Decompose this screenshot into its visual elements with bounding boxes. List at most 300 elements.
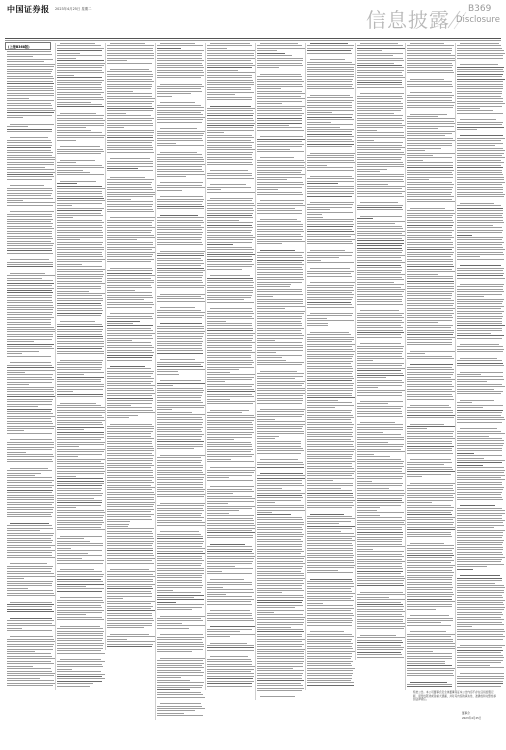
text-line xyxy=(7,64,55,65)
text-line xyxy=(407,298,451,299)
text-line xyxy=(307,434,352,435)
text-line xyxy=(360,310,399,311)
text-line xyxy=(457,74,503,75)
text-line xyxy=(57,249,104,250)
text-line xyxy=(107,531,152,532)
text-line xyxy=(107,524,129,525)
text-line xyxy=(307,226,353,227)
text-line xyxy=(357,207,402,208)
text-line xyxy=(7,593,54,594)
text-line xyxy=(7,155,52,156)
text-line xyxy=(207,232,251,233)
text-line xyxy=(457,455,502,456)
text-line xyxy=(157,204,202,205)
text-line xyxy=(57,676,102,677)
text-line xyxy=(107,55,154,56)
text-line xyxy=(207,222,253,223)
text-line xyxy=(457,440,504,441)
text-line xyxy=(107,232,151,233)
text-line xyxy=(407,165,453,166)
text-line xyxy=(307,207,352,208)
text-line xyxy=(157,229,202,230)
text-line xyxy=(157,575,202,576)
text-line xyxy=(10,439,52,440)
text-line xyxy=(207,259,253,260)
text-line xyxy=(307,183,338,184)
text-column xyxy=(407,43,455,689)
text-line xyxy=(7,174,53,175)
text-line xyxy=(357,322,404,323)
text-line xyxy=(7,625,55,626)
text-line xyxy=(307,490,352,491)
text-line xyxy=(57,120,105,121)
text-line xyxy=(357,140,374,141)
text-line xyxy=(207,89,251,90)
section-english-label: Disclosure xyxy=(456,15,500,25)
text-line xyxy=(307,646,352,647)
text-line xyxy=(207,108,255,109)
text-line xyxy=(457,254,504,255)
text-line xyxy=(357,522,404,523)
text-line xyxy=(457,445,503,446)
text-line xyxy=(157,546,202,547)
text-line xyxy=(257,252,304,253)
text-line xyxy=(307,71,354,72)
text-line xyxy=(107,86,152,87)
text-line xyxy=(307,583,354,584)
text-line xyxy=(107,458,153,459)
text-line xyxy=(157,258,201,259)
text-line xyxy=(207,437,252,438)
text-line xyxy=(357,132,404,133)
text-line xyxy=(307,497,354,498)
text-line xyxy=(307,88,354,89)
text-line xyxy=(107,330,153,331)
text-line xyxy=(7,487,52,488)
text-line xyxy=(407,524,453,525)
text-line xyxy=(357,604,403,605)
text-line xyxy=(57,384,104,385)
text-line xyxy=(110,424,152,425)
text-line xyxy=(57,500,102,501)
text-line xyxy=(7,668,51,669)
text-line xyxy=(57,50,102,51)
text-line xyxy=(257,502,275,503)
text-line xyxy=(407,428,427,429)
text-line xyxy=(257,58,303,59)
text-line xyxy=(7,228,54,229)
text-line xyxy=(7,351,39,352)
text-line xyxy=(407,148,441,149)
text-line xyxy=(407,315,452,316)
text-line xyxy=(407,239,451,240)
text-line xyxy=(157,50,204,51)
text-line xyxy=(307,160,354,161)
text-line xyxy=(457,242,504,243)
text-line xyxy=(357,626,405,627)
text-line xyxy=(57,681,102,682)
text-line xyxy=(307,653,352,654)
text-line xyxy=(457,360,502,361)
text-line xyxy=(7,588,28,589)
text-line xyxy=(257,328,304,329)
text-line xyxy=(310,153,355,154)
text-line xyxy=(57,225,102,226)
text-line xyxy=(107,560,152,561)
text-line xyxy=(57,645,103,646)
text-line xyxy=(7,319,51,320)
text-line xyxy=(360,43,398,44)
text-line xyxy=(457,208,503,209)
text-line xyxy=(407,665,452,666)
text-line xyxy=(257,236,303,237)
text-line xyxy=(57,558,82,559)
text-line xyxy=(307,307,354,308)
text-line xyxy=(257,571,301,572)
text-line xyxy=(457,69,503,70)
text-line xyxy=(207,429,253,430)
text-line xyxy=(407,596,452,597)
text-line xyxy=(307,555,354,556)
text-line xyxy=(357,483,403,484)
text-line xyxy=(107,45,154,46)
text-line xyxy=(460,135,503,136)
text-line xyxy=(257,257,303,258)
text-line xyxy=(207,278,253,279)
text-line xyxy=(457,84,503,85)
text-line xyxy=(57,669,72,670)
text-line xyxy=(107,410,153,411)
text-line xyxy=(457,220,503,221)
text-line xyxy=(57,548,71,549)
text-line xyxy=(57,97,103,98)
text-line xyxy=(57,153,101,154)
text-line xyxy=(307,119,354,120)
text-line xyxy=(57,522,104,523)
text-line xyxy=(257,612,274,613)
text-line xyxy=(257,532,302,533)
text-line xyxy=(460,203,494,204)
text-line xyxy=(107,601,155,602)
text-line xyxy=(257,284,291,285)
text-line xyxy=(107,194,155,195)
text-line xyxy=(407,396,453,397)
text-line xyxy=(410,43,444,44)
text-line xyxy=(407,476,422,477)
text-line xyxy=(307,162,355,163)
text-line xyxy=(57,553,88,554)
text-line xyxy=(307,341,352,342)
text-line xyxy=(57,607,102,608)
text-line xyxy=(157,255,204,256)
text-line xyxy=(307,565,355,566)
text-line xyxy=(57,674,105,675)
text-line xyxy=(457,93,502,94)
text-line xyxy=(57,167,104,168)
text-line xyxy=(157,609,192,610)
text-line xyxy=(457,477,501,478)
text-line xyxy=(110,177,145,178)
text-line xyxy=(7,334,53,335)
text-line xyxy=(257,556,305,557)
column-divider xyxy=(455,43,456,690)
text-line xyxy=(357,48,405,49)
text-line xyxy=(157,513,202,514)
text-line xyxy=(7,685,53,686)
text-line xyxy=(257,536,303,537)
text-line xyxy=(410,483,455,484)
text-line xyxy=(260,157,294,158)
text-line xyxy=(57,271,103,272)
text-line xyxy=(207,217,253,218)
text-line xyxy=(157,651,192,652)
text-line xyxy=(207,84,254,85)
text-line xyxy=(107,256,152,257)
text-line xyxy=(457,110,493,111)
text-line xyxy=(207,77,252,78)
text-line xyxy=(357,149,401,150)
text-line xyxy=(310,95,350,96)
text-line xyxy=(407,622,441,623)
text-line xyxy=(57,247,104,248)
text-line xyxy=(457,210,503,211)
text-line xyxy=(407,220,453,221)
text-line xyxy=(407,65,453,66)
text-line xyxy=(357,647,404,648)
text-line xyxy=(207,515,254,516)
text-line xyxy=(207,399,230,400)
text-line xyxy=(107,625,152,626)
text-line xyxy=(107,230,152,231)
text-line xyxy=(157,199,204,200)
text-line xyxy=(257,524,304,525)
text-line xyxy=(407,684,452,685)
text-line xyxy=(107,390,154,391)
text-line xyxy=(207,282,254,283)
text-line xyxy=(107,541,154,542)
text-line xyxy=(257,450,304,451)
text-line xyxy=(157,543,203,544)
text-line xyxy=(160,380,201,381)
text-line xyxy=(157,491,204,492)
text-line xyxy=(407,519,453,520)
text-line xyxy=(257,607,295,608)
text-line xyxy=(107,74,153,75)
text-line xyxy=(407,237,454,238)
text-line xyxy=(57,87,102,88)
text-line xyxy=(107,618,153,619)
text-line xyxy=(457,592,504,593)
text-line xyxy=(57,63,105,64)
text-line xyxy=(307,325,328,326)
text-line xyxy=(207,520,254,521)
text-line xyxy=(257,279,304,280)
text-line xyxy=(57,612,102,613)
text-line xyxy=(457,351,503,352)
text-line xyxy=(57,628,103,629)
text-line xyxy=(57,278,102,279)
text-line xyxy=(7,583,52,584)
text-column xyxy=(57,43,105,688)
text-line xyxy=(157,326,204,327)
text-line xyxy=(457,232,502,233)
text-line xyxy=(57,99,104,100)
text-line xyxy=(307,302,351,303)
text-line xyxy=(107,58,154,59)
text-line xyxy=(207,290,253,291)
text-line xyxy=(357,174,404,175)
text-line xyxy=(457,148,503,149)
text-line xyxy=(357,327,403,328)
text-line xyxy=(157,171,204,172)
text-line xyxy=(107,340,132,341)
text-line xyxy=(107,187,152,188)
text-line xyxy=(57,208,104,209)
text-line xyxy=(7,193,52,194)
text-line xyxy=(7,630,52,631)
text-line xyxy=(107,302,153,303)
text-line xyxy=(407,283,454,284)
text-line xyxy=(107,533,153,534)
text-line xyxy=(257,568,302,569)
text-line xyxy=(307,553,353,554)
text-line xyxy=(157,242,202,243)
text-line xyxy=(7,379,54,380)
text-line xyxy=(407,286,454,287)
text-line xyxy=(407,217,452,218)
text-line xyxy=(357,427,403,428)
text-line xyxy=(357,248,402,249)
text-line xyxy=(407,317,453,318)
text-line xyxy=(7,188,52,189)
text-line xyxy=(57,653,105,654)
text-line xyxy=(307,468,354,469)
text-line xyxy=(107,106,152,107)
text-line xyxy=(357,495,404,496)
text-line xyxy=(107,132,154,133)
text-line xyxy=(407,172,452,173)
text-line xyxy=(457,86,503,87)
text-line xyxy=(57,584,104,585)
text-line xyxy=(457,363,503,364)
text-line xyxy=(257,86,303,87)
text-line xyxy=(457,433,505,434)
text-line xyxy=(107,347,154,348)
text-line xyxy=(107,161,153,162)
text-line xyxy=(7,656,52,657)
text-line xyxy=(257,688,304,689)
text-line xyxy=(407,426,455,427)
text-line xyxy=(307,315,352,316)
text-line xyxy=(457,681,503,682)
text-line xyxy=(257,566,303,567)
text-line xyxy=(110,569,149,570)
text-line xyxy=(107,603,151,604)
text-line xyxy=(57,439,101,440)
text-line xyxy=(457,349,504,350)
text-line xyxy=(410,351,456,352)
text-line xyxy=(357,188,402,189)
text-line xyxy=(207,364,252,365)
text-line xyxy=(357,147,405,148)
text-line xyxy=(207,325,252,326)
text-line xyxy=(260,371,297,372)
text-line xyxy=(457,470,505,471)
text-line xyxy=(207,266,252,267)
text-line xyxy=(257,165,304,166)
text-line xyxy=(307,349,353,350)
text-line xyxy=(307,170,354,171)
text-line xyxy=(57,444,104,445)
text-line xyxy=(157,75,204,76)
text-line xyxy=(357,395,402,396)
text-line xyxy=(257,590,304,591)
text-line xyxy=(207,551,252,552)
text-line xyxy=(357,65,402,66)
text-line xyxy=(57,468,104,469)
text-line xyxy=(157,494,205,495)
text-line xyxy=(7,262,53,263)
text-line xyxy=(57,527,101,528)
text-line xyxy=(157,331,205,332)
text-line xyxy=(110,313,154,314)
text-line xyxy=(257,113,304,114)
text-line xyxy=(357,463,403,464)
text-line xyxy=(407,184,454,185)
text-line xyxy=(307,545,353,546)
text-line xyxy=(407,97,452,98)
text-line xyxy=(7,172,55,173)
text-line xyxy=(307,136,354,137)
text-line xyxy=(257,634,302,635)
text-line xyxy=(107,553,153,554)
text-line xyxy=(107,152,154,153)
text-line xyxy=(7,131,52,132)
text-line xyxy=(57,237,103,238)
text-line xyxy=(10,563,47,564)
text-line xyxy=(7,606,52,607)
text-line xyxy=(257,174,305,175)
text-line xyxy=(457,222,504,223)
text-line xyxy=(307,615,354,616)
text-line xyxy=(157,457,201,458)
text-line xyxy=(357,55,393,56)
text-line xyxy=(260,219,297,220)
text-line xyxy=(207,647,254,648)
text-line xyxy=(357,416,403,417)
text-line xyxy=(307,543,352,544)
text-line xyxy=(307,622,352,623)
text-line xyxy=(57,610,104,611)
text-line xyxy=(457,549,503,550)
text-line xyxy=(157,482,203,483)
text-line xyxy=(207,113,254,114)
text-line xyxy=(257,619,304,620)
text-line xyxy=(207,535,253,536)
text-line xyxy=(107,407,152,408)
text-line xyxy=(457,306,504,307)
text-line xyxy=(57,545,103,546)
text-line xyxy=(257,194,303,195)
text-line xyxy=(207,613,252,614)
text-line xyxy=(410,92,452,93)
text-line xyxy=(457,448,502,449)
text-line xyxy=(157,122,202,123)
text-line xyxy=(57,331,102,332)
text-line xyxy=(157,119,203,120)
text-line xyxy=(7,142,52,143)
text-line xyxy=(407,276,453,277)
